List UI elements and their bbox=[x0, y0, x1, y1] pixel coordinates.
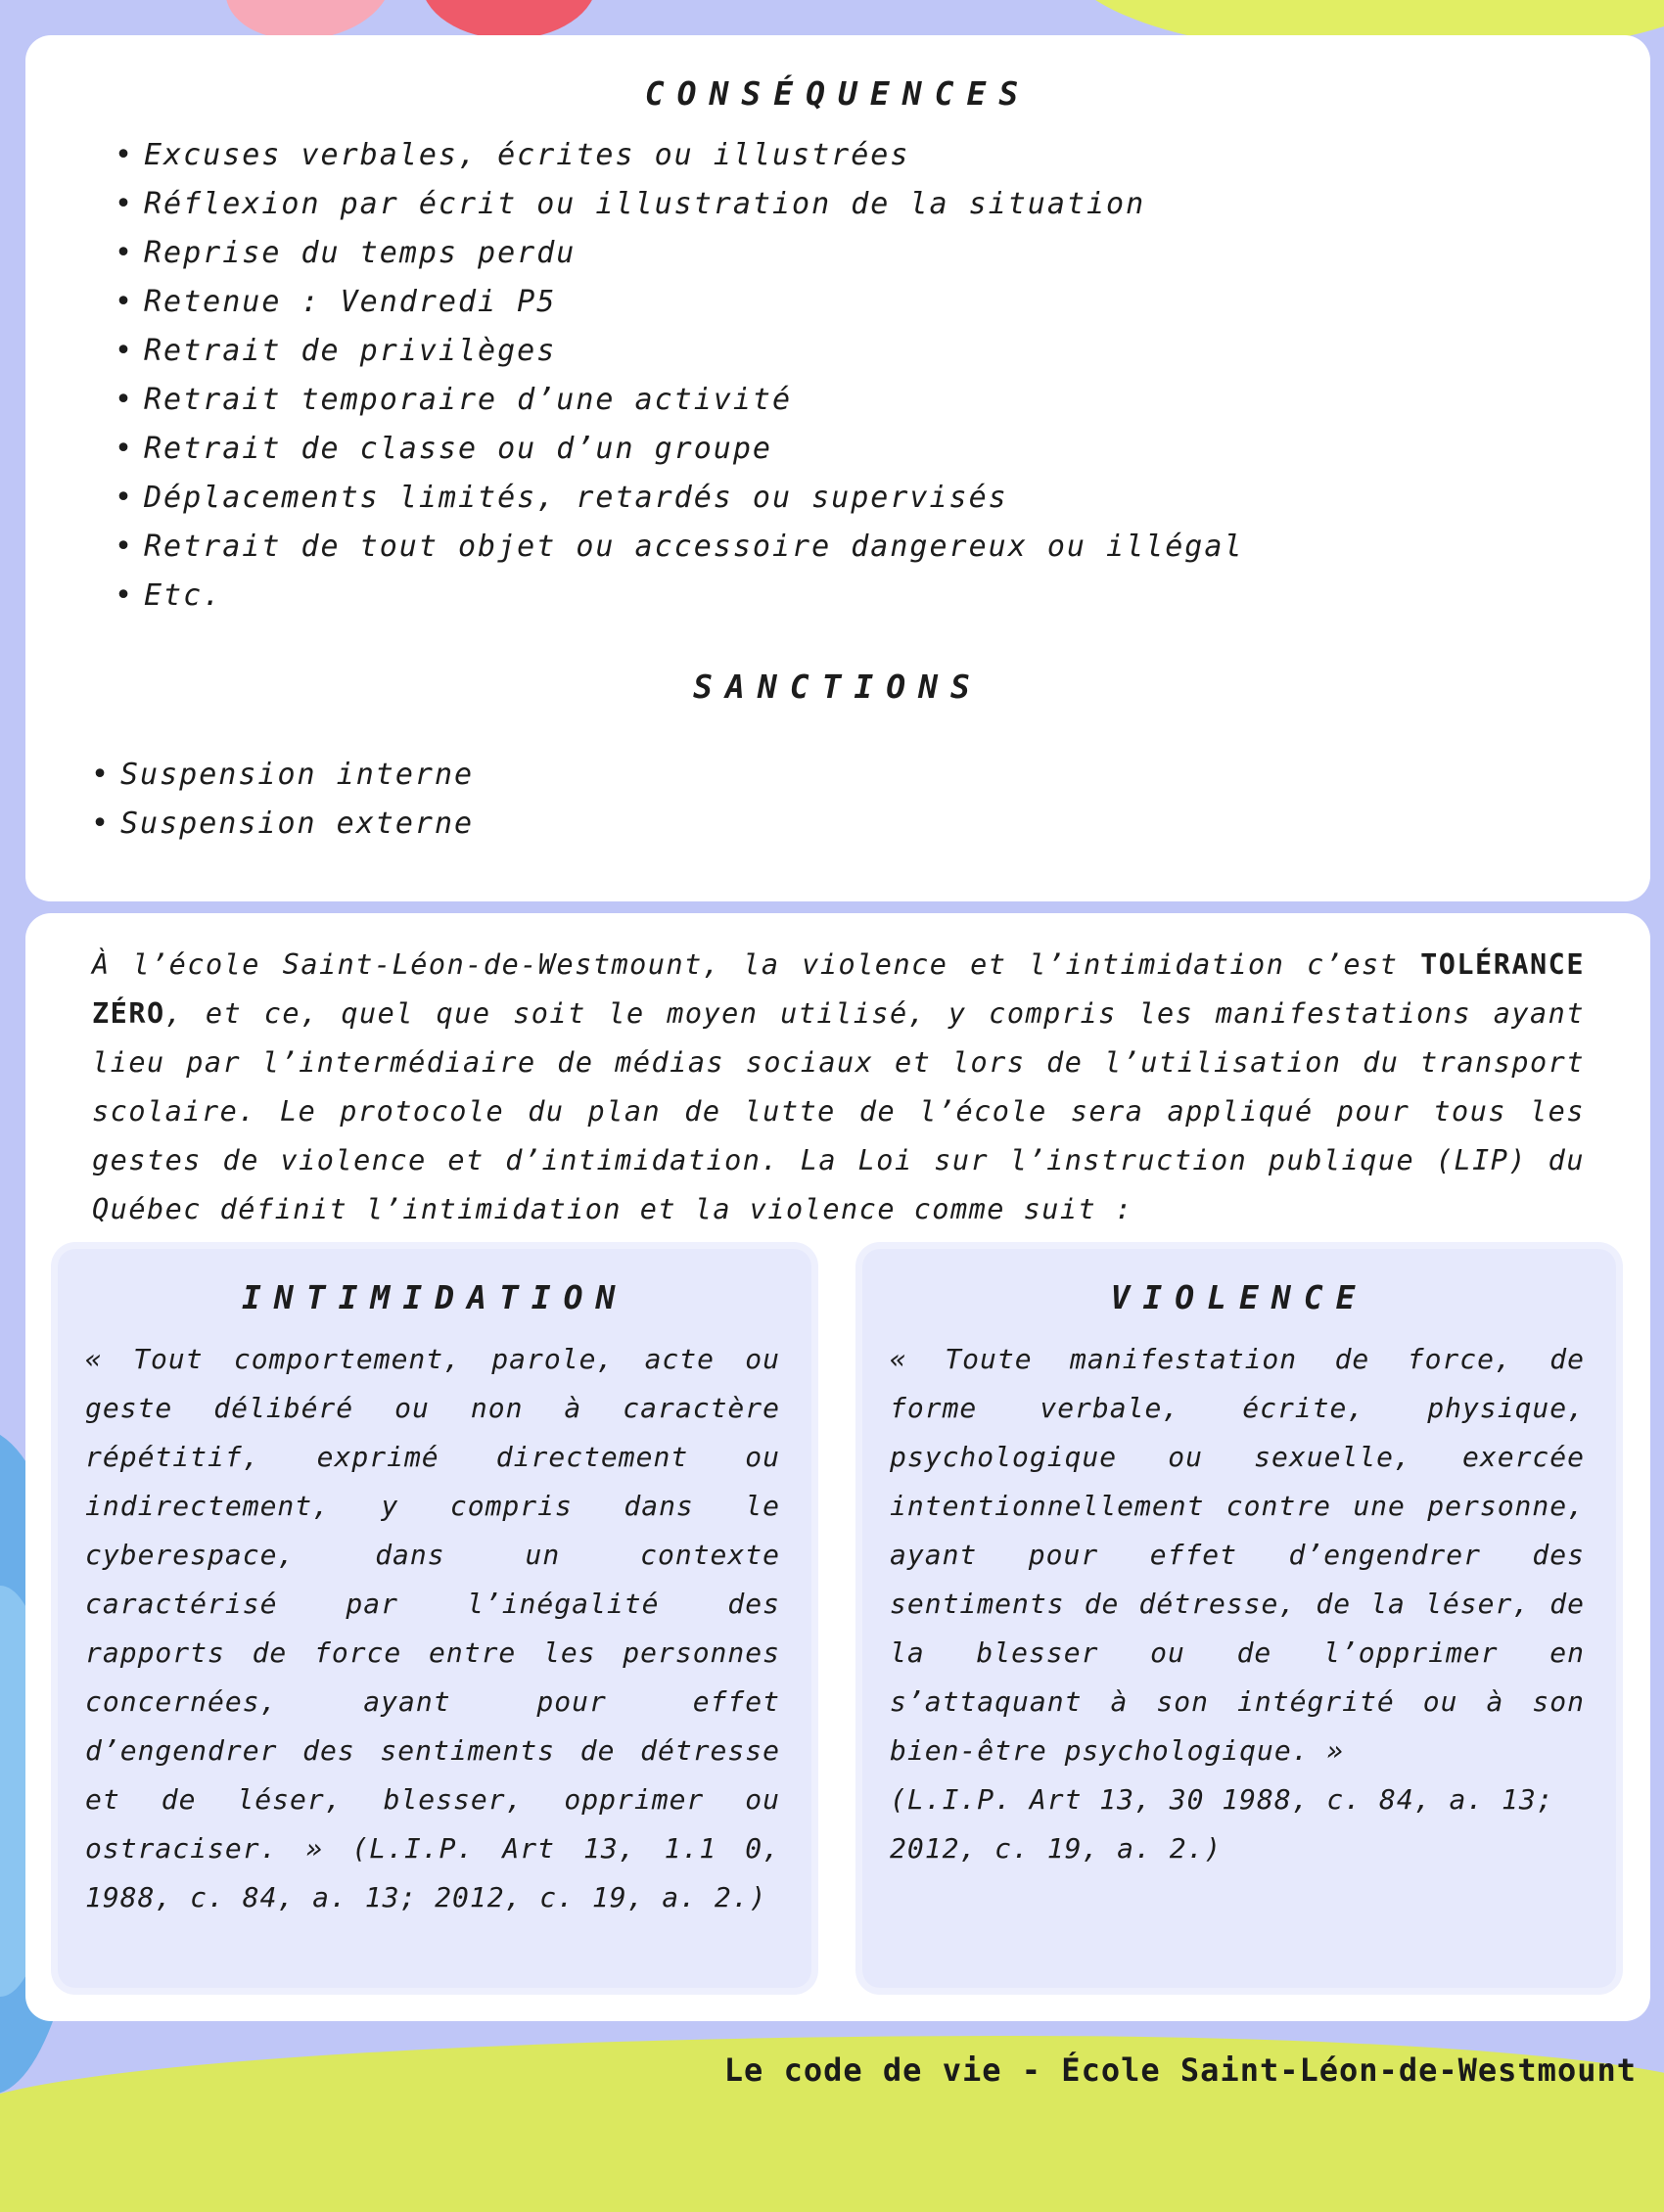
violence-citation: (L.I.P. Art 13, 30 1988, c. 84, a. 13; 2012, c. 19, a. 2.) bbox=[890, 1783, 1554, 1865]
sanctions-heading: SANCTIONS bbox=[693, 668, 983, 706]
list-item: • Retrait de tout objet ou accessoire dangereux ou illégal bbox=[144, 523, 1243, 572]
sanctions-list bbox=[120, 751, 474, 849]
intro-text-start: À l’école Saint-Léon-de-Westmount, la violence et l’intimidation c’est bbox=[92, 948, 1421, 981]
intimidation-heading: INTIMIDATION bbox=[242, 1278, 628, 1316]
intimidation-definition-box bbox=[58, 1249, 811, 1988]
violence-definition-body: « Toute manifestation de force, de forme verbale, écrite, physique, psychologique ou sexuelle, exercée intentionnellement contre une personne, ayant pour effet d’engendrer des sentiments de détresse, de la léser, de la blesser ou de l’opprimer en s’attaquant à son intégrité ou à son bien-être psychologique. » bbox=[890, 1343, 1585, 1767]
decorative-red-watercolor bbox=[421, 0, 597, 39]
list-item: • Retrait de privilèges bbox=[144, 327, 1243, 376]
list-item: • Réflexion par écrit ou illustration de la situation bbox=[144, 180, 1243, 229]
violence-intimidation-card bbox=[25, 913, 1650, 2021]
violence-definition-box bbox=[862, 1249, 1616, 1988]
tolerance-zero-emphasis: TOLÉRANCE ZÉRO bbox=[92, 948, 1585, 1030]
intimidation-definition-text: « Tout comportement, parole, acte ou geste délibéré ou non à caractère répétitif, exprimé directement ou indirectement, y compris dans le cyberespace, dans un contexte caractérisé par l’inégalité des rapports de force entre les personnes concernées, ayant pour effet d’engendrer des sentiments de détresse et de léser, blesser, opprimer ou ostraciser. » (L.I.P. Art 13, 1.1 0, 1988, c. 84, a. 13; 2012, c. 19, a. 2.) bbox=[85, 1343, 780, 1913]
list-item: • Retenue : Vendredi P5 bbox=[144, 278, 1243, 327]
list-item: • Etc. bbox=[144, 572, 1243, 621]
list-item: • Retrait temporaire d’une activité bbox=[144, 376, 1243, 425]
list-item: • Excuses verbales, écrites ou illustrées bbox=[144, 131, 1243, 180]
footer-title: Le code de vie - École Saint-Léon-de-Westmount bbox=[723, 2051, 1637, 2089]
list-item: • Suspension externe bbox=[120, 800, 474, 849]
intro-text-end: , et ce, quel que soit le moyen utilisé, y compris les manifestations ayant lieu par l’intermédiaire de médias sociaux et lors de l’utilisation du transport scolaire. Le protocole du plan de lutte de l’école sera appliqué pour tous les gestes de violence et d’intimidation. La Loi sur l’instruction publique (LIP) du Québec définit l’intimidation et la violence comme suit : bbox=[92, 997, 1585, 1225]
violence-heading: VIOLENCE bbox=[1110, 1278, 1368, 1316]
intro-paragraph bbox=[92, 941, 1585, 1234]
consequences-sanctions-card bbox=[25, 35, 1650, 901]
violence-definition-text bbox=[890, 1335, 1585, 1873]
list-item: • Suspension interne bbox=[120, 751, 474, 800]
list-item: • Déplacements limités, retardés ou supervisés bbox=[144, 474, 1243, 523]
list-item: • Retrait de classe ou d’un groupe bbox=[144, 425, 1243, 474]
list-item: • Reprise du temps perdu bbox=[144, 229, 1243, 278]
consequences-heading: CONSÉQUENCES bbox=[644, 74, 1032, 113]
consequences-list bbox=[144, 131, 1243, 621]
